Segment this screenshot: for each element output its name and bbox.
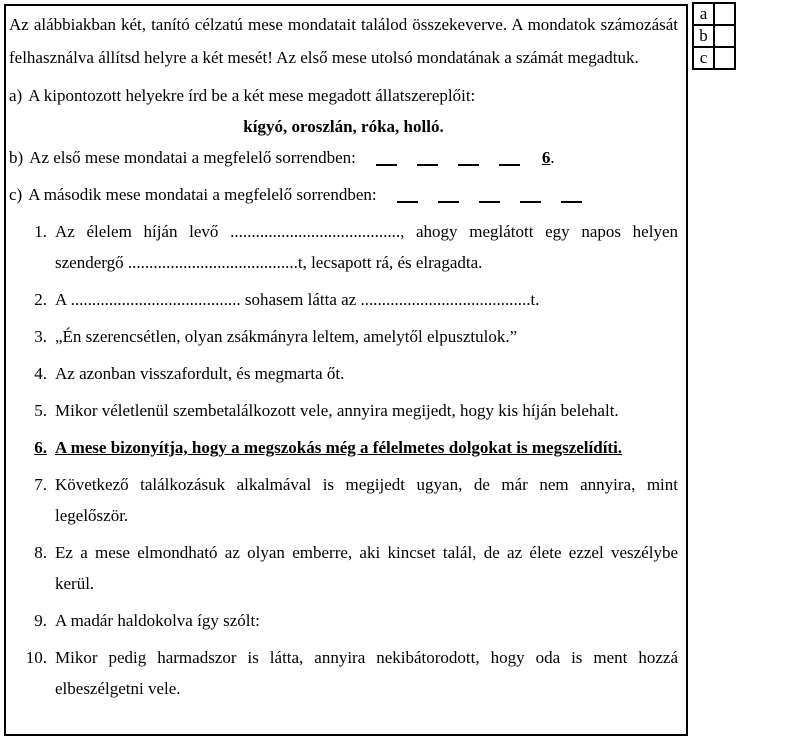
intro-paragraph: Az alábbiakban két, tanító célzatú mese mondatait találod összekeverve. A mondatok számozását felhasználva állítsd helyre a két mesét! Az első mese utolsó mondatának a számát megadtuk. [9, 15, 678, 67]
sentence-text: A ........................................ sohasem látta az ........................................t. [55, 290, 540, 309]
answer-blank [479, 191, 500, 203]
answer-blank [561, 191, 582, 203]
task-a-line [9, 80, 678, 111]
answer-blank [438, 191, 459, 203]
sentence-number: 6. [34, 438, 47, 457]
sentence-item [9, 216, 678, 278]
score-table [692, 2, 736, 70]
score-row-value [714, 3, 735, 25]
sentence-number: 3. [34, 327, 47, 346]
sentence-item [9, 395, 678, 426]
task-b-given-number: 6 [541, 148, 551, 167]
score-row-value [714, 25, 735, 47]
task-c-line [9, 179, 678, 210]
sentence-text: Következő találkozásuk alkalmával is megijedt ugyan, de már nem annyira, mint legelőször. [55, 475, 678, 525]
task-a-text: A kipontozott helyekre írd be a két mese megadott állatszereplőit: [28, 86, 476, 105]
score-row-label: b [693, 25, 714, 47]
sentence-number: 5. [34, 401, 47, 420]
score-row [693, 3, 735, 25]
sentence-text: A mese bizonyítja, hogy a megszokás még a félelmetes dolgokat is megszelídíti. [55, 438, 623, 457]
score-row [693, 47, 735, 69]
sentence-number: 8. [34, 543, 47, 562]
sentence-number: 1. [34, 222, 47, 241]
sentence-item [9, 642, 678, 704]
task-b-text: Az első mese mondatai a megfelelő sorrendben: [29, 148, 356, 167]
task-b-label: b) [9, 148, 24, 167]
sentence-text: Mikor pedig harmadszor is látta, annyira nekibátorodott, hogy oda is ment hozzá elbeszélgetni vele. [55, 648, 678, 698]
animal-words-line: kígyó, oroszlán, róka, holló. [243, 117, 444, 136]
sentence-text: „Én szerencsétlen, olyan zsákmányra leltem, amelytől elpusztulok.” [55, 327, 518, 346]
task-c-text: A második mese mondatai a megfelelő sorrendben: [28, 185, 377, 204]
answer-blank [520, 191, 541, 203]
sentence-text: Ez a mese elmondható az olyan emberre, aki kincset talál, de az élete ezzel veszélybe kerül. [55, 543, 678, 593]
sentence-text: Mikor véletlenül szembetalálkozott vele, annyira megijedt, hogy kis híján belehalt. [55, 401, 619, 420]
sentence-text: Az élelem híján levő ........................................, ahogy meglátott egy napos helyen szendergő ........................................t, lecsapott rá, és elragadta. [55, 222, 678, 272]
sentence-number: 10. [25, 648, 47, 667]
answer-blank [397, 191, 418, 203]
task-c-answer-blanks [377, 185, 582, 204]
sentence-number: 2. [34, 290, 47, 309]
sentence-list [9, 216, 678, 704]
sentence-item [9, 469, 678, 531]
answer-blank [458, 154, 479, 166]
score-row-value [714, 47, 735, 69]
sentence-item [9, 284, 678, 315]
task-b-line [9, 142, 678, 173]
sentence-number: 9. [34, 611, 47, 630]
score-row-label: a [693, 3, 714, 25]
answer-blank [376, 154, 397, 166]
score-row [693, 25, 735, 47]
task-a-label: a) [9, 86, 23, 105]
sentence-item [9, 321, 678, 352]
score-row-label: c [693, 47, 714, 69]
answer-blank [417, 154, 438, 166]
task-b-given-period: . [550, 148, 555, 167]
sentence-item [9, 605, 678, 636]
sentence-number: 4. [34, 364, 47, 383]
task-c-label: c) [9, 185, 23, 204]
sentence-item [9, 358, 678, 389]
task-b-answer-blanks [356, 148, 520, 167]
answer-blank [499, 154, 520, 166]
sentence-item [9, 537, 678, 599]
sentence-item [9, 432, 678, 463]
sentence-text: Az azonban visszafordult, és megmarta őt. [55, 364, 345, 383]
sentence-number: 7. [34, 475, 47, 494]
worksheet-border-box [4, 4, 688, 736]
sentence-text: A madár haldokolva így szólt: [55, 611, 260, 630]
